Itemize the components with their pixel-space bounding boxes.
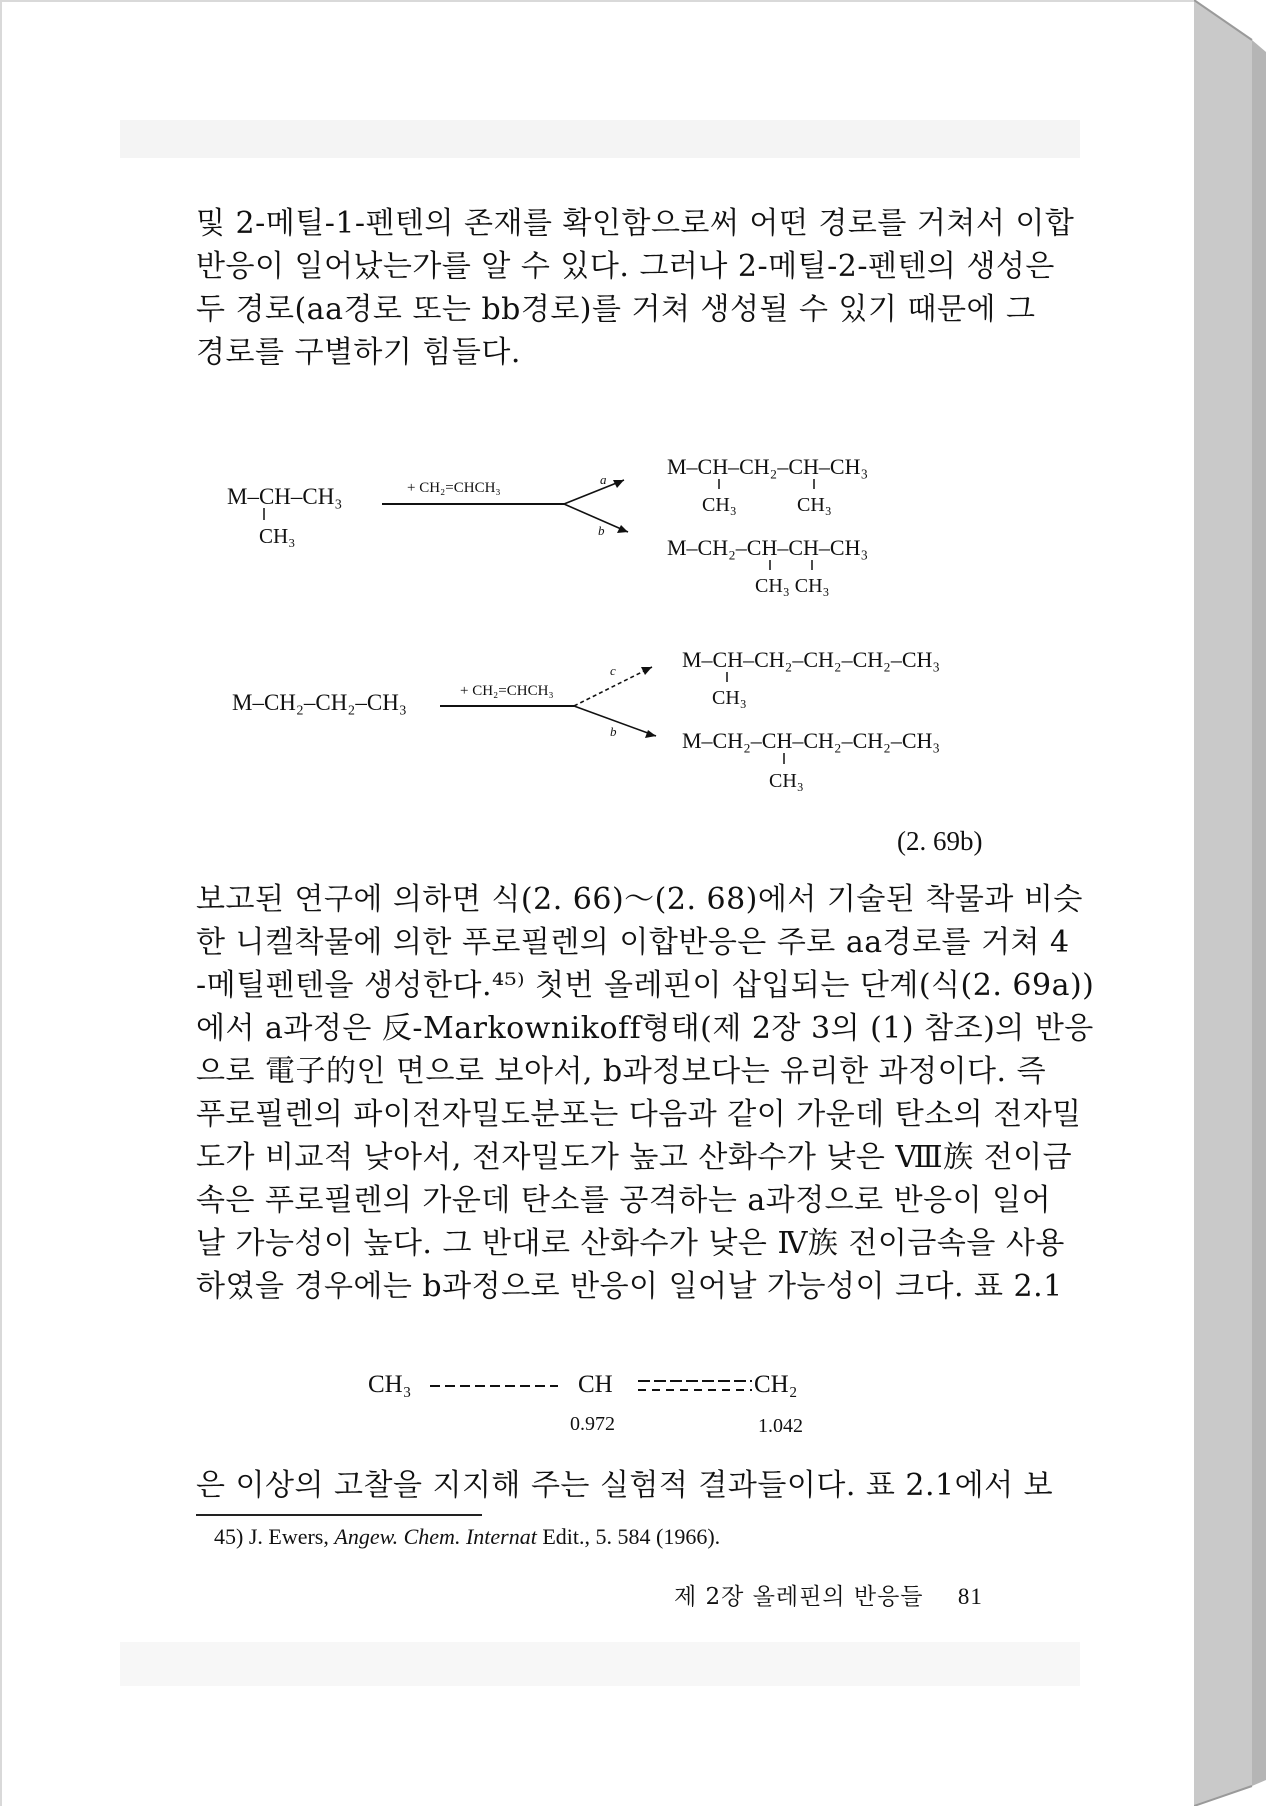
text-line: 보고된 연구에 의하면 식(2. 66)～(2. 68)에서 기술된 착물과 비슷 — [196, 882, 1083, 917]
text-line: 에서 a과정은 反-Markownikoff형태(제 2장 3의 (1) 참조)의 반응 — [196, 1011, 1094, 1046]
density-right-value: 1.042 — [758, 1415, 803, 1437]
reagent-top: + CH₂=CHCH₃ — [407, 480, 501, 496]
page-stack-edge — [1194, 0, 1266, 1806]
electron-density-svg — [362, 1362, 842, 1442]
density-right-group: CH₂ — [754, 1371, 798, 1398]
text-line: 푸로필렌의 파이전자밀도분포는 다음과 같이 가운데 탄소의 전자밀 — [196, 1097, 1082, 1132]
reactant-top-branch: CH₃ — [259, 524, 296, 548]
product-a-branch-2: CH₃ — [797, 494, 832, 516]
text-line: 경로를 구별하기 힘들다. — [196, 335, 521, 370]
page-edge-svg — [1194, 0, 1266, 1806]
text-line: 하였을 경우에는 b과정으로 반응이 일어날 가능성이 크다. 표 2.1 — [196, 1269, 1063, 1304]
path-label-b: b — [598, 523, 605, 538]
product-b-bottom-branch: CH₃ — [769, 770, 804, 792]
header-shading — [120, 120, 1080, 158]
text-line: 도가 비교적 낮아서, 전자밀도가 높고 산화수가 낮은 Ⅷ族 전이금 — [196, 1140, 1073, 1175]
reaction-scheme-svg — [212, 442, 1022, 822]
product-b-bottom: M–CH₂–CH–CH₂–CH₂–CH₃ — [682, 728, 941, 753]
density-middle-group: CH — [578, 1371, 613, 1398]
footnote-journal: Angew. Chem. Internat — [334, 1524, 537, 1549]
product-a-branch-1: CH₃ — [702, 494, 737, 516]
product-c: M–CH–CH₂–CH₂–CH₂–CH₃ — [682, 647, 941, 672]
footnote-number: 45) — [214, 1524, 244, 1549]
density-left-group: CH₃ — [368, 1371, 412, 1398]
text-line: 속은 푸로필렌의 가운데 탄소를 공격하는 a과정으로 반응이 일어 — [196, 1183, 1052, 1218]
path-label-a: a — [600, 472, 607, 487]
product-c-branch: CH₃ — [712, 687, 747, 709]
chapter-title: 제 2장 올레핀의 반응들 — [674, 1584, 924, 1610]
text-line: 한 니켈착물에 의한 푸로필렌의 이합반응은 주로 aa경로를 거쳐 4 — [196, 925, 1070, 960]
reagent-bottom: + CH₂=CHCH₃ — [460, 683, 554, 699]
equation-number: (2. 69b) — [897, 826, 983, 856]
footnote-rule — [196, 1514, 482, 1516]
reactant-top: M–CH–CH₃ — [227, 484, 343, 509]
footer-shading — [120, 1642, 1080, 1686]
text-line: 은 이상의 고찰을 지지해 주는 실험적 결과들이다. 표 2.1에서 보 — [196, 1468, 1054, 1503]
text-line: -메틸펜텐을 생성한다.⁴⁵⁾ 첫번 올레핀이 삽입되는 단계(식(2. 69a)) — [196, 968, 1095, 1003]
text-line: 날 가능성이 높다. 그 반대로 산화수가 낮은 Ⅳ族 전이금속을 사용 — [196, 1226, 1065, 1261]
footnote-authors: J. Ewers, — [248, 1524, 329, 1549]
paragraph-top — [196, 202, 1075, 374]
reactant-bottom: M–CH₂–CH₂–CH₃ — [232, 690, 407, 715]
path-label-c: c — [610, 663, 616, 678]
footnote-details: Edit., 5. 584 (1966). — [542, 1524, 721, 1549]
product-b: M–CH₂–CH–CH–CH₃ — [667, 535, 869, 560]
text-line: 두 경로(aa경로 또는 bb경로)를 거쳐 생성될 수 있기 때문에 그 — [196, 292, 1036, 327]
footnote — [214, 1524, 720, 1550]
paragraph-last — [196, 1464, 1054, 1507]
density-middle-value: 0.972 — [570, 1413, 615, 1435]
path-label-b-bottom: b — [610, 724, 617, 739]
paragraph-middle — [196, 878, 1095, 1308]
running-footer — [674, 1578, 983, 1611]
arrow-b — [564, 504, 628, 532]
page-number: 81 — [957, 1584, 983, 1609]
electron-density-diagram — [362, 1362, 842, 1442]
product-a: M–CH–CH₂–CH–CH₃ — [667, 454, 869, 479]
text-line: 으로 電子的인 면으로 보아서, b과정보다는 유리한 과정이다. 즉 — [196, 1054, 1047, 1089]
text-line: 반응이 일어났는가를 알 수 있다. 그러나 2-메틸-2-펜텐의 생성은 — [196, 249, 1055, 284]
product-b-branches: CH₃ CH₃ — [755, 575, 830, 597]
text-line: 및 2-메틸-1-펜텐의 존재를 확인함으로써 어떤 경로를 거쳐서 이합 — [196, 206, 1075, 241]
reaction-scheme — [212, 442, 1022, 822]
